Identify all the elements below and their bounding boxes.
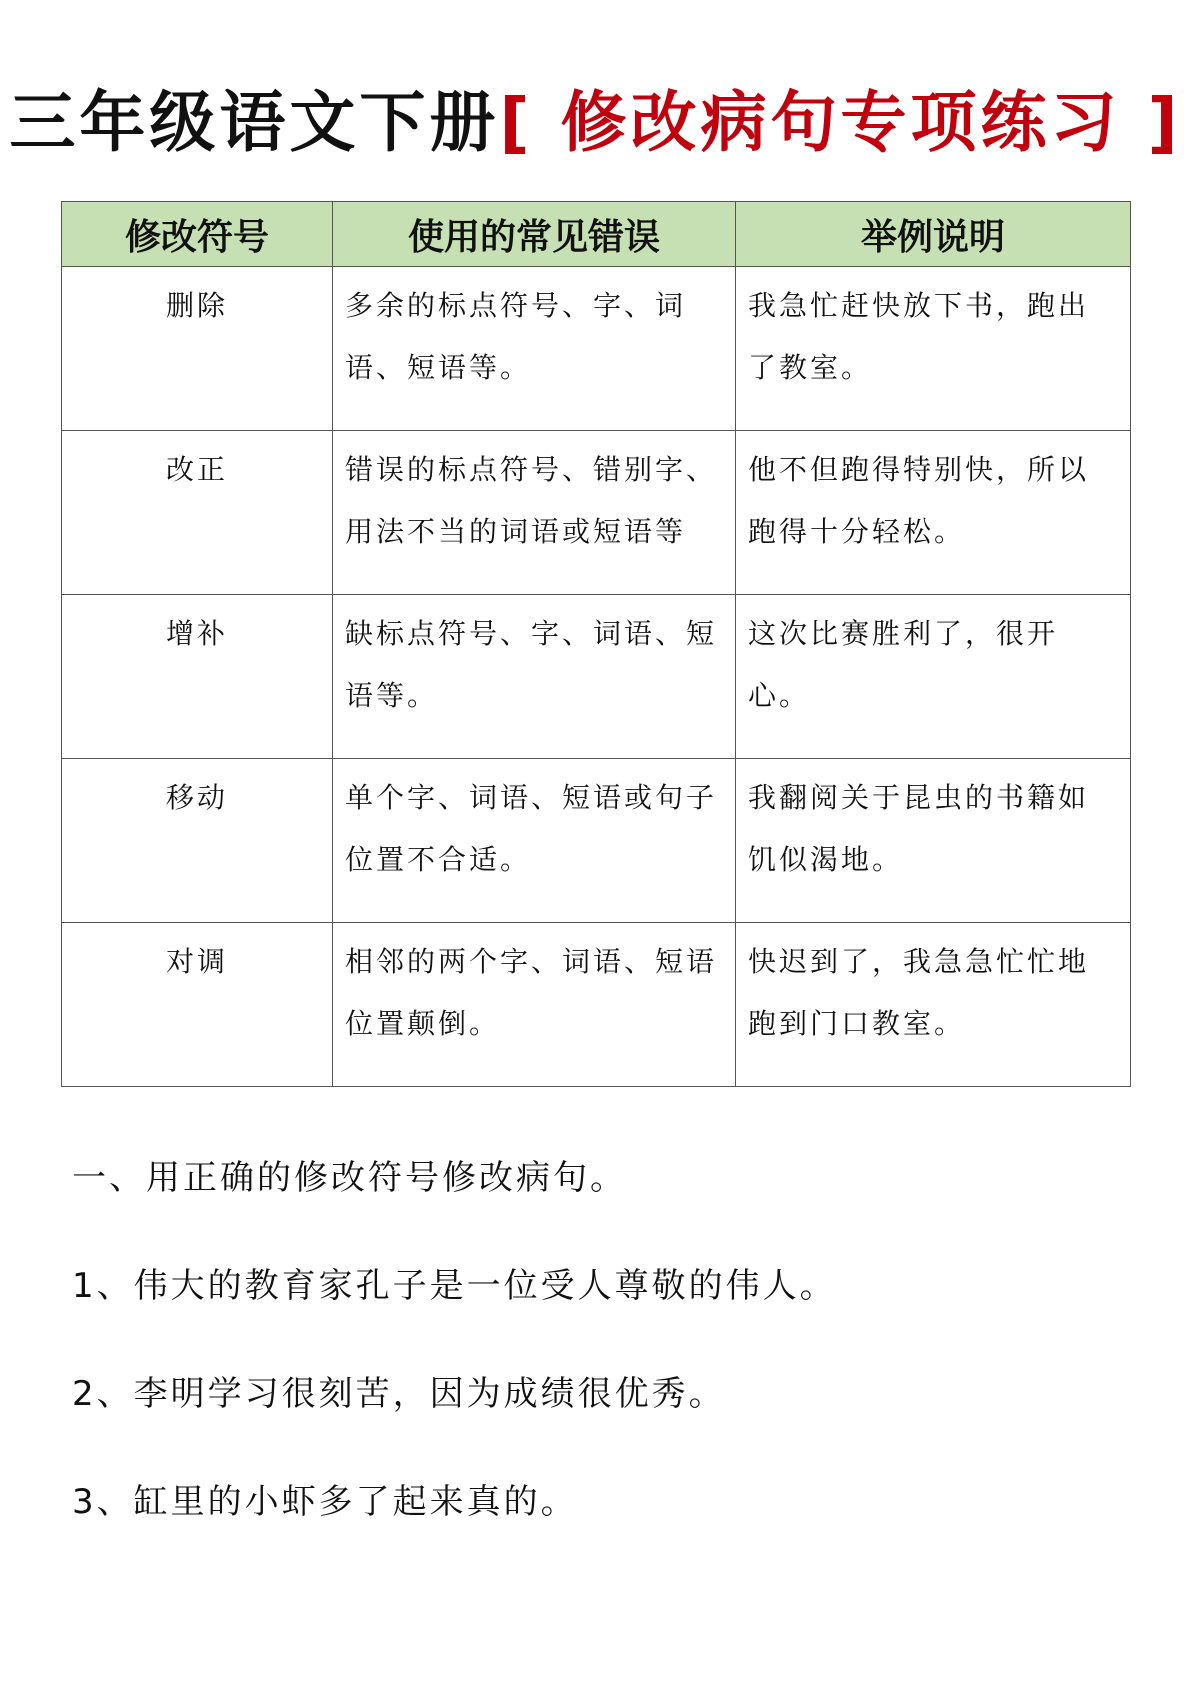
header-symbol: 修改符号 — [62, 202, 333, 267]
header-example: 举例说明 — [736, 202, 1131, 267]
table-row — [62, 759, 1131, 923]
cell-error: 多余的标点符号、字、词语、短语等。 — [333, 267, 736, 431]
cell-error: 缺标点符号、字、词语、短语等。 — [333, 595, 736, 759]
cell-symbol: 删除 — [62, 267, 333, 431]
exercise-item: 1、伟大的教育家孔子是一位受人尊敬的伟人。 — [72, 1266, 837, 1306]
cell-example: 我急忙赶快放下书，跑出了教室。 — [736, 267, 1131, 431]
page-title — [0, 78, 1191, 168]
cell-symbol: 移动 — [62, 759, 333, 923]
cell-error: 相邻的两个字、词语、短语位置颠倒。 — [333, 923, 736, 1087]
cell-symbol: 对调 — [62, 923, 333, 1087]
table-row — [62, 595, 1131, 759]
cell-example: 我翻阅关于昆虫的书籍如饥似渴地。 — [736, 759, 1131, 923]
cell-example: 快迟到了，我急急忙忙地跑到门口教室。 — [736, 923, 1131, 1087]
table-header-row — [62, 202, 1131, 267]
cell-symbol: 增补 — [62, 595, 333, 759]
cell-symbol: 改正 — [62, 431, 333, 595]
exercise-item: 2、李明学习很刻苦，因为成绩很优秀。 — [72, 1374, 726, 1414]
cell-example: 这次比赛胜利了，很开心。 — [736, 595, 1131, 759]
table-row — [62, 267, 1131, 431]
header-error: 使用的常见错误 — [333, 202, 736, 267]
table-row — [62, 431, 1131, 595]
table-row — [62, 923, 1131, 1087]
cell-error: 错误的标点符号、错别字、用法不当的词语或短语等 — [333, 431, 736, 595]
title-topic: [ 修改病句专项练习 ] — [499, 84, 1182, 161]
title-main: 三年级语文下册 — [9, 84, 500, 161]
exercise-heading: 一、用正确的修改符号修改病句。 — [72, 1158, 627, 1198]
correction-symbols-table — [61, 201, 1131, 1087]
cell-error: 单个字、词语、短语或句子位置不合适。 — [333, 759, 736, 923]
cell-example: 他不但跑得特别快，所以跑得十分轻松。 — [736, 431, 1131, 595]
exercise-item: 3、缸里的小虾多了起来真的。 — [72, 1482, 578, 1522]
